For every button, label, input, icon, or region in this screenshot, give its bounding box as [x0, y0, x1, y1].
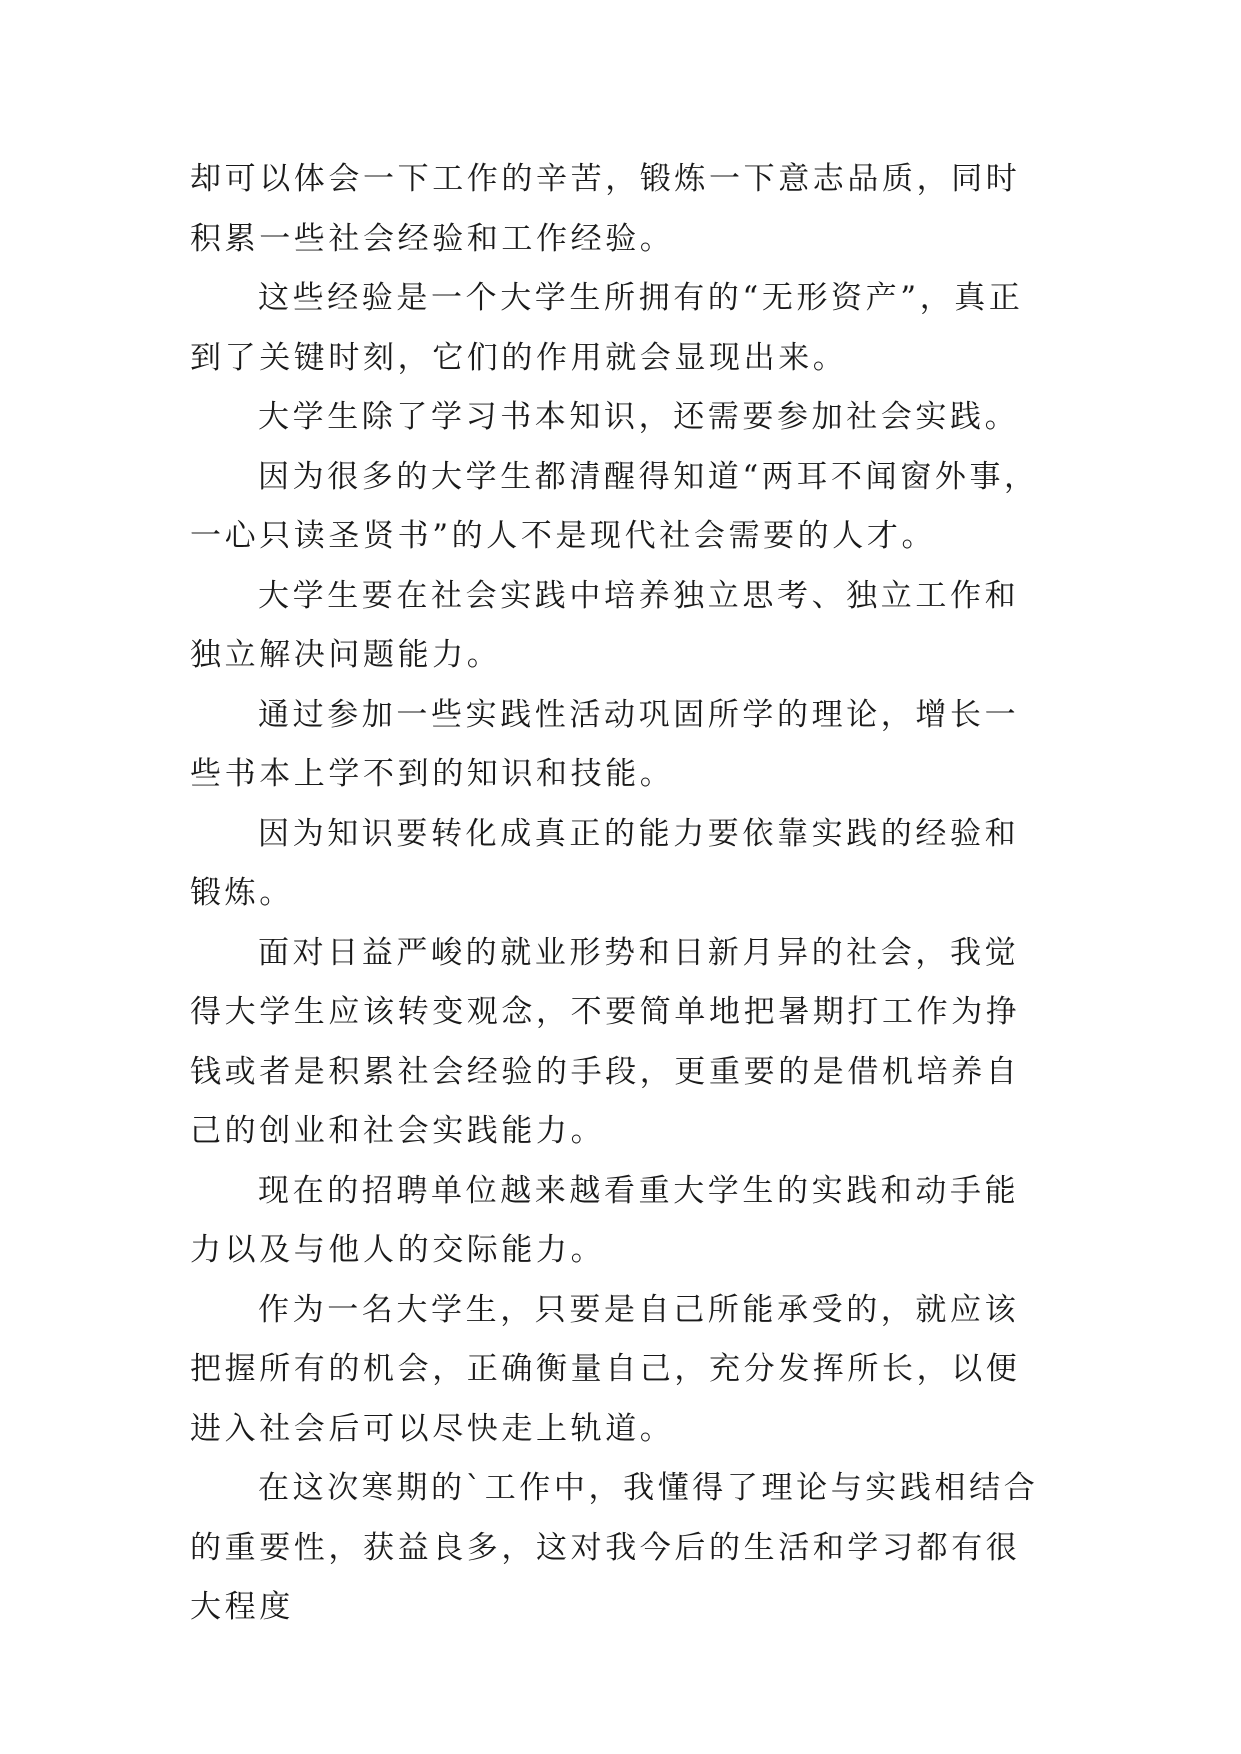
paragraph-10: 作为一名大学生，只要是自己所能承受的，就应该把握所有的机会，正确衡量自己，充分发挥所长，以便进入社会后可以尽快走上轨道。 — [190, 1291, 1021, 1447]
paragraph-3: 大学生除了学习书本知识，还需要参加社会实践。 — [258, 399, 1020, 435]
paragraph-2: 这些经验是一个大学生所拥有的“无形资产”，真正到了关键时刻，它们的作用就会显现出来。 — [190, 280, 1024, 376]
paragraph-6: 通过参加一些实践性活动巩固所学的理论，增长一些书本上学不到的知识和技能。 — [190, 696, 1020, 792]
paragraph-7: 因为知识要转化成真正的能力要依靠实践的经验和锻炼。 — [190, 815, 1020, 911]
paragraph-9: 现在的招聘单位越来越看重大学生的实践和动手能力以及与他人的交际能力。 — [190, 1172, 1020, 1268]
document-body — [190, 150, 1050, 1638]
paragraph-11: 在这次寒期的`工作中，我懂得了理论与实践相结合的重要性，获益良多，这对我今后的生活和学习都有很大程度 — [190, 1470, 1039, 1625]
paragraph-4: 因为很多的大学生都清醒得知道“两耳不闻窗外事，一心只读圣贤书”的人不是现代社会需要的人才。 — [190, 458, 1039, 554]
paragraph-1: 却可以体会一下工作的辛苦，锻炼一下意志品质，同时积累一些社会经验和工作经验。 — [190, 161, 1021, 257]
paragraph-5: 大学生要在社会实践中培养独立思考、独立工作和独立解决问题能力。 — [190, 577, 1020, 673]
paragraph-8: 面对日益严峻的就业形势和日新月异的社会，我觉得大学生应该转变观念，不要简单地把暑期打工作为挣钱或者是积累社会经验的手段，更重要的是借机培养自己的创业和社会实践能力。 — [190, 934, 1021, 1149]
